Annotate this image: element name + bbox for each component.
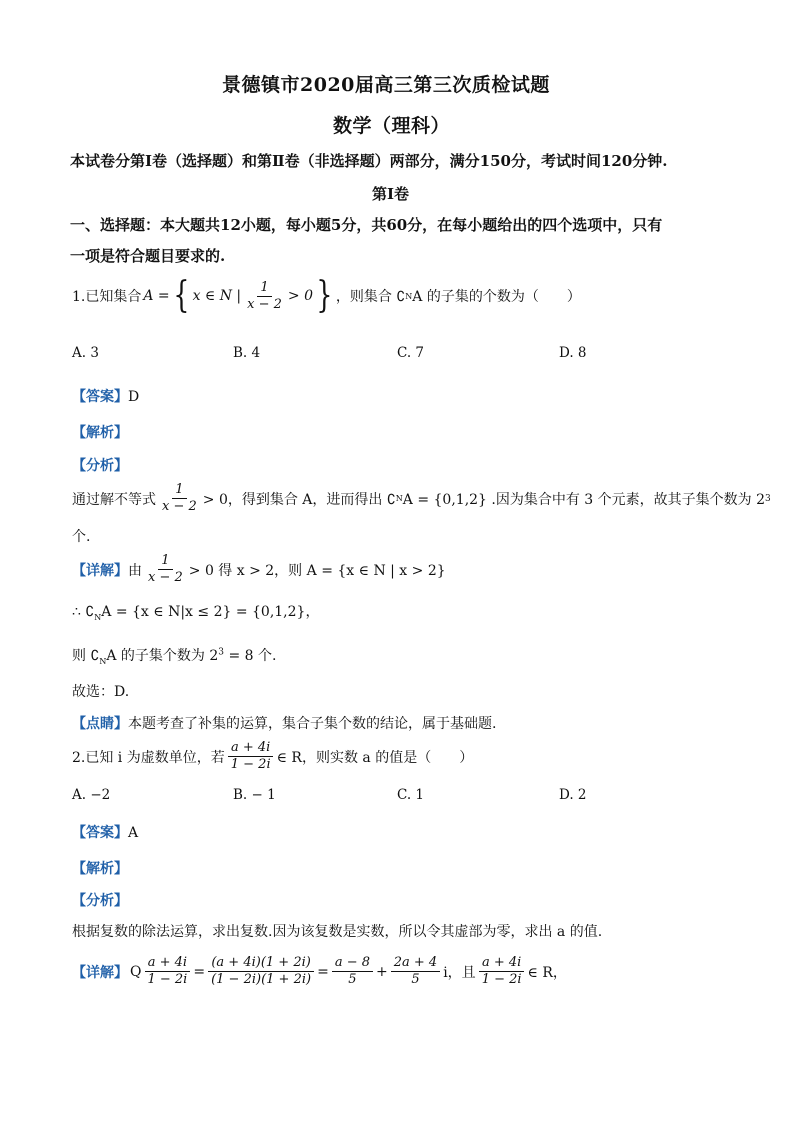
q1-count-b: A 的子集个数为 2 [106, 648, 219, 664]
q2-detail-q: Q [130, 963, 142, 980]
q2-f1-num: a + 4i [145, 955, 190, 972]
q2-answer-line [72, 822, 138, 842]
q2-frac-5 [479, 955, 525, 988]
q1-comment-text: 本题考查了补集的运算，集合子集个数的结论，属于基础题. [128, 716, 497, 732]
q1-option-b: B. 4 [233, 345, 261, 361]
q1-choose: 故选：D. [72, 684, 130, 700]
q1-therefore-line [72, 601, 319, 622]
q1-option-d: D. 8 [559, 345, 587, 361]
q1-detail-tag: 【详解】 [72, 562, 128, 579]
q2-f2-num: (a + 4i)(1 + 2i) [208, 955, 313, 972]
q2-f2-den: (1 − 2i)(1 + 2i) [211, 972, 312, 987]
q2-frac-2 [208, 955, 314, 988]
q1-fenxi-fraction [159, 482, 200, 515]
q1-prefix: 1.已知集合 [72, 289, 142, 305]
q1-fenxi-b: > 0，得到集合 A，进而得出 ∁ [202, 491, 396, 508]
q1-fenxi-sub: N [395, 494, 403, 503]
q1-fenxi-c: A = {0,1,2} .因为集合中有 3 个元素，故其子集个数为 2 [402, 491, 766, 508]
q2-frac-1 [144, 955, 190, 988]
q1-suffix-end: A 的子集的个数为（ ） [412, 289, 581, 305]
q2-eq-2: = [317, 963, 329, 980]
page-subtitle: 数学（理科） [333, 115, 451, 137]
q2-option-d: D. 2 [559, 787, 587, 803]
q1-suffix-sub: N [405, 291, 413, 301]
q1-fenxi-tag: 【分析】 [72, 458, 128, 474]
exam-intro: 本试卷分第Ⅰ卷（选择题）和第Ⅱ卷（非选择题）两部分，满分150分，考试时间120分钟. [70, 152, 668, 170]
q2-fraction [228, 740, 274, 773]
page-title: 景德镇市2020届高三第三次质检试题 [222, 74, 550, 96]
q1-comment-tag: 【点睛】 [72, 716, 128, 732]
q2-f1-den: 1 − 2i [147, 972, 188, 987]
q2-frac-3 [332, 955, 373, 988]
q2-f5-den: 1 − 2i [481, 972, 522, 987]
q1-therefore: ∴ ∁ [72, 604, 95, 620]
section-heading-line2: 一项是符合题目要求的. [70, 247, 226, 265]
q1-count-a: 则 ∁ [72, 648, 100, 664]
q2-frac-4 [391, 955, 440, 988]
q1-answer-tag: 【答案】 [72, 389, 128, 405]
q1-frac-den: x − 2 [247, 296, 282, 312]
q1-answer-line [72, 386, 139, 406]
q1-detail-line [72, 553, 446, 586]
q2-tail: ∈ R， [527, 964, 567, 981]
q2-analysis-tag: 【解析】 [72, 861, 128, 877]
q2-answer-tag: 【答案】 [72, 825, 128, 841]
q1-fenxi-num: 1 [172, 482, 186, 499]
q1-option-a: A. 3 [72, 345, 99, 361]
q1-frac-num: 1 [257, 280, 271, 297]
q1-detail-b: > 0 得 x > 2，则 A = {x ∈ N | x > 2} [188, 562, 446, 579]
q1-count-c: = 8 个. [224, 648, 277, 664]
q1-detail-fraction [145, 553, 186, 586]
q1-count-sup: 3 [218, 647, 225, 658]
q1-therefore-sub: N [94, 612, 102, 622]
q1-fenxi-sup: 3 [765, 493, 771, 504]
q2-frac-num: a + 4i [228, 740, 273, 757]
q1-count-line [72, 645, 276, 666]
q2-option-b: B. − 1 [233, 787, 276, 803]
q1-left-brace: { [173, 275, 190, 316]
q2-option-c: C. 1 [397, 787, 425, 803]
q1-fenxi-a: 通过解不等式 [72, 491, 156, 508]
q1-set-left: A = [143, 288, 170, 304]
q1-set-right: > 0 [287, 288, 313, 304]
q1-detail-den: x − 2 [148, 570, 183, 585]
q2-f3-num: a − 8 [332, 955, 373, 972]
q1-detail-a: 由 [128, 562, 142, 579]
q1-fenxi-text [72, 482, 771, 515]
q1-fraction [244, 280, 285, 313]
q2-plus: + [376, 963, 388, 980]
q1-therefore-rest: A = {x ∈ N|x ≤ 2} = {0,1,2}， [101, 604, 320, 620]
q2-detail-tag: 【详解】 [72, 964, 128, 981]
q2-f4-den: 5 [411, 972, 420, 987]
q2-frac-den: 1 − 2i [230, 757, 271, 772]
q2-prefix: 2.已知 i 为虚数单位，若 [72, 749, 225, 766]
q1-fenxi-den: x − 2 [162, 499, 197, 514]
q2-detail-line [72, 955, 567, 988]
q2-f3-den: 5 [348, 972, 357, 987]
q2-eq-1: = [193, 963, 206, 980]
q2-answer-value: A [128, 825, 139, 841]
q1-count-sub: N [99, 656, 107, 666]
q1-answer-value: D [128, 389, 140, 405]
q1-fenxi-d: 个. [72, 529, 91, 545]
q2-fenxi-tag: 【分析】 [72, 893, 128, 909]
q1-detail-num: 1 [158, 553, 172, 570]
q1-option-c: C. 7 [397, 345, 425, 361]
q2-stem [72, 740, 473, 773]
q2-i-part: i，且 [443, 964, 476, 981]
q1-right-brace: } [316, 275, 333, 316]
q2-f5-num: a + 4i [479, 955, 524, 972]
volume-label: 第Ⅰ卷 [372, 185, 410, 203]
q1-stem [72, 275, 581, 316]
q2-fenxi-text: 根据复数的除法运算，求出复数.因为该复数是实数，所以令其虚部为零，求出 a 的值. [72, 924, 603, 940]
q1-set-cond: x ∈ N | [192, 288, 242, 304]
q2-f4-num: 2a + 4 [391, 955, 440, 972]
q1-comment-line [72, 713, 496, 733]
q2-option-a: A. −2 [72, 787, 111, 803]
section-heading-line1: 一、选择题：本大题共12小题，每小题5分，共60分，在每小题给出的四个选项中，只有 [70, 216, 663, 234]
q2-suffix: ∈ R，则实数 a 的值是（ ） [276, 749, 474, 766]
q1-analysis-tag: 【解析】 [72, 425, 128, 441]
q1-suffix: ，则集合 ∁ [335, 289, 406, 305]
